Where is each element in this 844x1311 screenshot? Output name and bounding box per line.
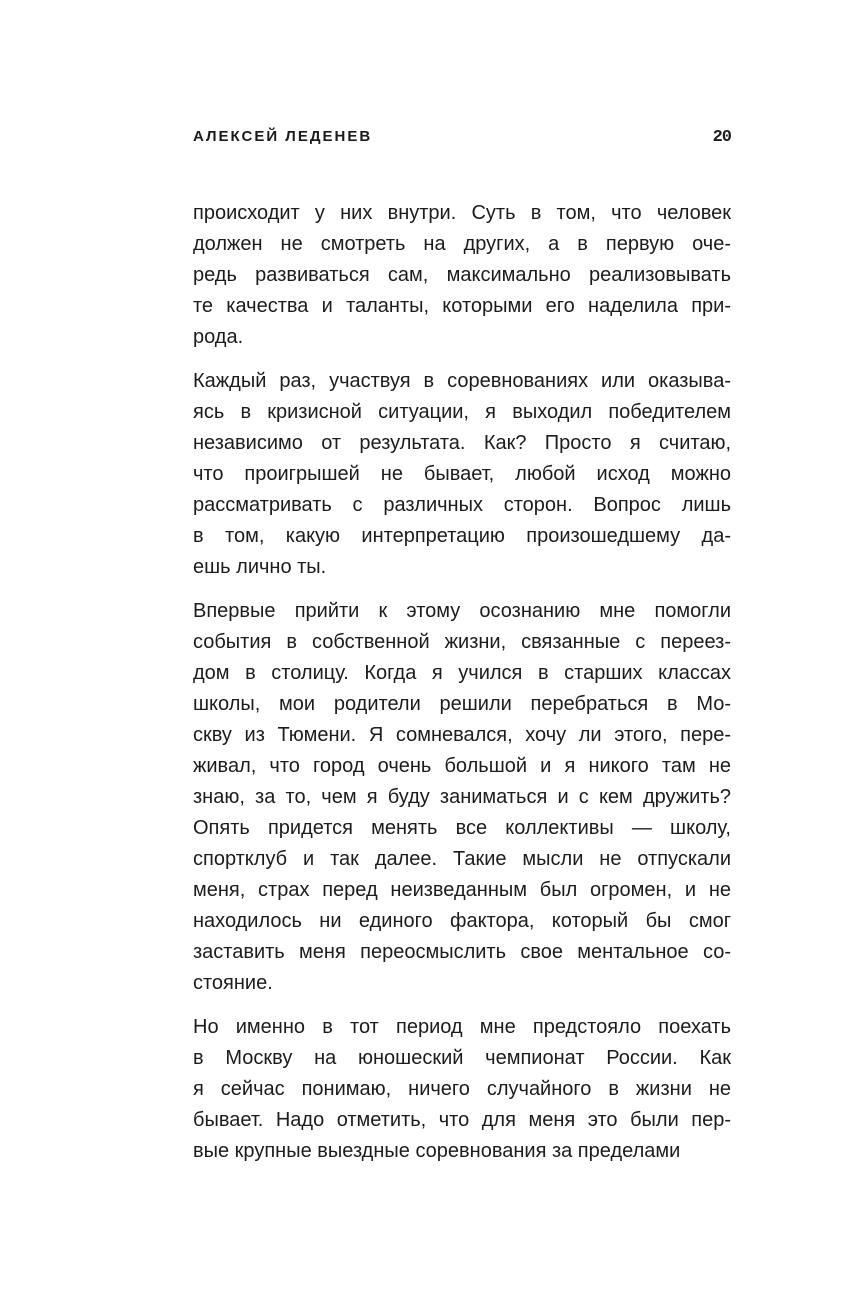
text-line: рассматривать с различных сторон. Вопрос лишь xyxy=(193,494,731,516)
paragraph xyxy=(193,1012,731,1167)
text-line: ясь в кризисной ситуации, я выходил победителем xyxy=(193,401,731,423)
text-line: Опять придется менять все коллективы — школу, xyxy=(193,817,731,839)
text-line: живал, что город очень большой и я никого там не xyxy=(193,755,731,777)
text-line: школы, мои родители решили перебраться в Мо- xyxy=(193,693,731,715)
text-line: Каждый раз, участвуя в соревнованиях или оказыва- xyxy=(193,370,731,392)
text-line: редь развиваться сам, максимально реализовывать xyxy=(193,264,731,286)
text-line: происходит у них внутри. Суть в том, что человек xyxy=(193,202,731,224)
paragraph xyxy=(193,366,731,583)
text-line: вые крупные выездные соревнования за пределами xyxy=(193,1140,681,1162)
text-line: заставить меня переосмыслить свое ментальное со- xyxy=(193,941,731,963)
paragraph xyxy=(193,198,731,353)
text-line: Впервые прийти к этому осознанию мне помогли xyxy=(193,600,731,622)
paragraph xyxy=(193,596,731,999)
text-line: Но именно в тот период мне предстояло поехать xyxy=(193,1016,731,1038)
text-line: знаю, за то, чем я буду заниматься и с кем дружить? xyxy=(193,786,731,808)
text-line: скву из Тюмени. Я сомневался, хочу ли этого, пере- xyxy=(193,724,731,746)
text-line: дом в столицу. Когда я учился в старших классах xyxy=(193,662,731,684)
running-header-author: АЛЕКСЕЙ ЛЕДЕНЕВ xyxy=(193,128,373,145)
body-text xyxy=(193,198,731,1167)
text-line: должен не смотреть на других, а в первую оче- xyxy=(193,233,731,255)
running-header xyxy=(193,128,731,147)
text-line: спортклуб и так далее. Такие мысли не отпускали xyxy=(193,848,731,870)
text-line: я сейчас понимаю, ничего случайного в жизни не xyxy=(193,1078,731,1100)
text-line: ешь лично ты. xyxy=(193,556,327,578)
text-line: стояние. xyxy=(193,972,273,994)
text-line: находилось ни единого фактора, который бы смог xyxy=(193,910,731,932)
text-line: меня, страх перед неизведанным был огромен, и не xyxy=(193,879,731,901)
text-line: в том, какую интерпретацию произошедшему да- xyxy=(193,525,731,547)
text-line: те качества и таланты, которыми его наделила при- xyxy=(193,295,731,317)
text-line: бывает. Надо отметить, что для меня это были пер- xyxy=(193,1109,731,1131)
text-line: что проигрышей не бывает, любой исход можно xyxy=(193,463,731,485)
page-number: 20 xyxy=(712,128,731,147)
text-line: независимо от результата. Как? Просто я считаю, xyxy=(193,432,731,454)
text-line: рода. xyxy=(193,326,244,348)
text-line: в Москву на юношеский чемпионат России. Как xyxy=(193,1047,731,1069)
text-line: события в собственной жизни, связанные с переез- xyxy=(193,631,731,653)
